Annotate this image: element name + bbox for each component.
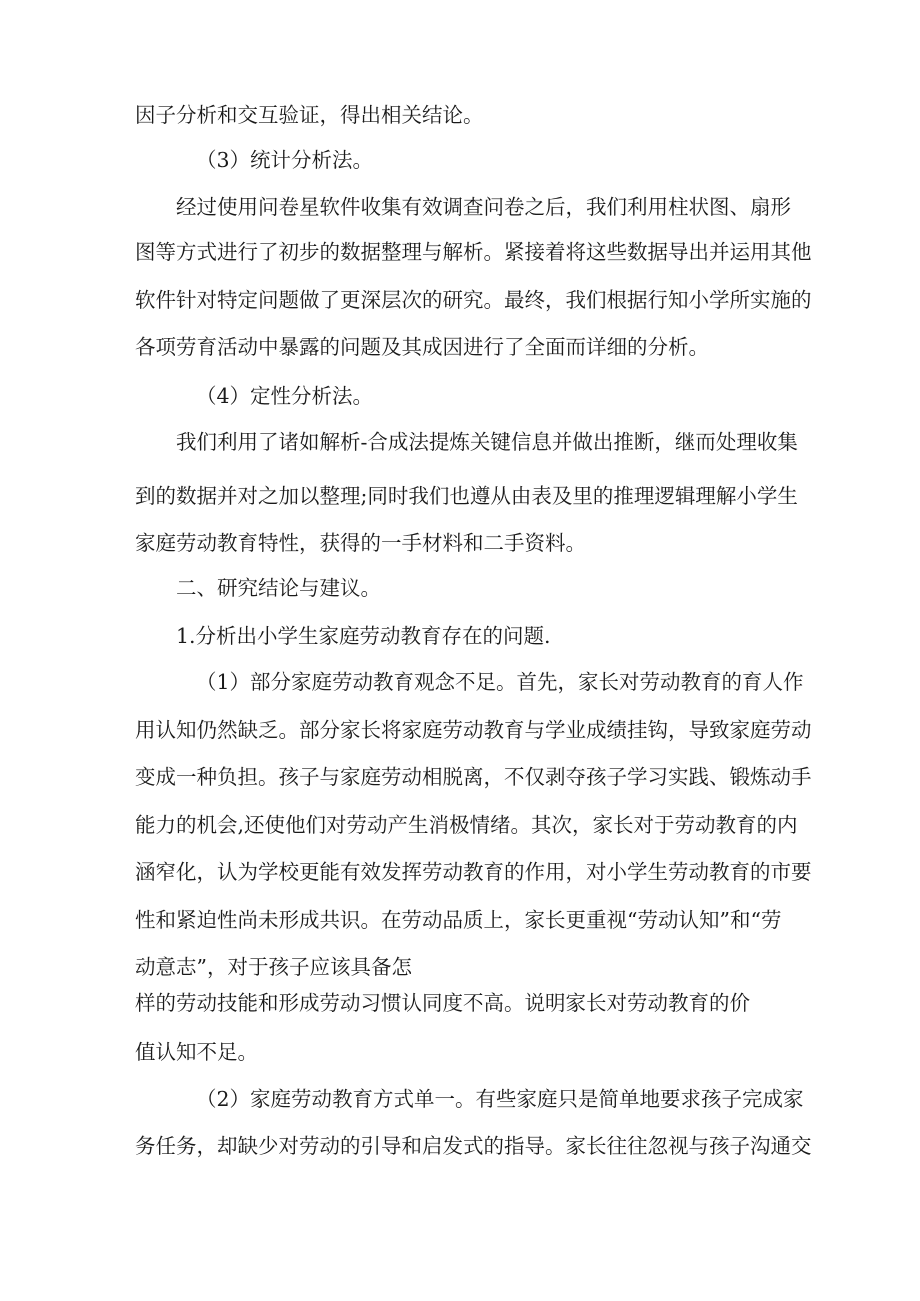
- text-line: 用认知仍然缺乏。部分家长将家庭劳动教育与学业成绩挂钩，导致家庭劳动: [135, 718, 812, 742]
- text-line: 家庭劳动教育特性，获得的一手材料和二手资料。: [135, 531, 586, 555]
- text-line: 我们利用了诸如解析-合成法提炼关键信息并做出推断，继而处理收集: [176, 430, 798, 454]
- text-line: 务任务，却缺少对劳动的引导和启发式的指导。家长往往忽视与孩子沟通交: [135, 1134, 812, 1158]
- text-line: 因子分析和交互验证，得出相关结论。: [135, 103, 484, 127]
- text-line: 值认知不足。: [135, 1040, 258, 1064]
- text-line: 到的数据并对之加以整理;同时我们也遵从由表及里的推理逻辑理解小学生: [135, 484, 798, 508]
- text-line: 经过使用问卷星软件收集有效调查问卷之后，我们利用柱状图、扇形: [176, 195, 791, 219]
- section-heading: 二、研究结论与建议。: [176, 576, 381, 600]
- text-line: 性和紧迫性尚未形成共识。在劳动品质上，家长更重视“劳动认知”和“劳: [135, 908, 782, 932]
- text-line: 软件针对特定问题做了更深层次的研究。最终，我们根据行知小学所实施的: [135, 288, 812, 312]
- text-line: 图等方式进行了初步的数据整理与解析。紧接着将这些数据导出并运用其他: [135, 240, 812, 264]
- text-line: （2）家庭劳动教育方式单一。有些家庭只是简单地要求孩子完成家: [196, 1087, 804, 1111]
- text-line: （1）部分家庭劳动教育观念不足。首先，家长对劳动教育的育人作: [196, 670, 804, 694]
- text-line: 样的劳动技能和形成劳动习惯认同度不高。说明家长对劳动教育的价: [135, 991, 750, 1015]
- section-heading: （3）统计分析法。: [196, 148, 374, 172]
- text-line: 能力的机会,还使他们对劳动产生消极情绪。其次，家长对于劳动教育的内: [135, 813, 798, 837]
- section-heading: 1.分析出小学生家庭劳动教育存在的问题.: [176, 624, 551, 648]
- text-line: 各项劳育活动中暴露的问题及其成因进行了全面而详细的分析。: [135, 335, 709, 359]
- text-line: 涵窄化，认为学校更能有效发挥劳动教育的作用，对小学生劳动教育的市要: [135, 860, 812, 884]
- text-line: 变成一种负担。孩子与家庭劳动相脱离，不仅剥夺孩子学习实践、锻炼动手: [135, 765, 812, 789]
- text-line: 动意志”，对于孩子应该具备怎: [135, 955, 412, 979]
- section-heading: （4）定性分析法。: [196, 384, 374, 408]
